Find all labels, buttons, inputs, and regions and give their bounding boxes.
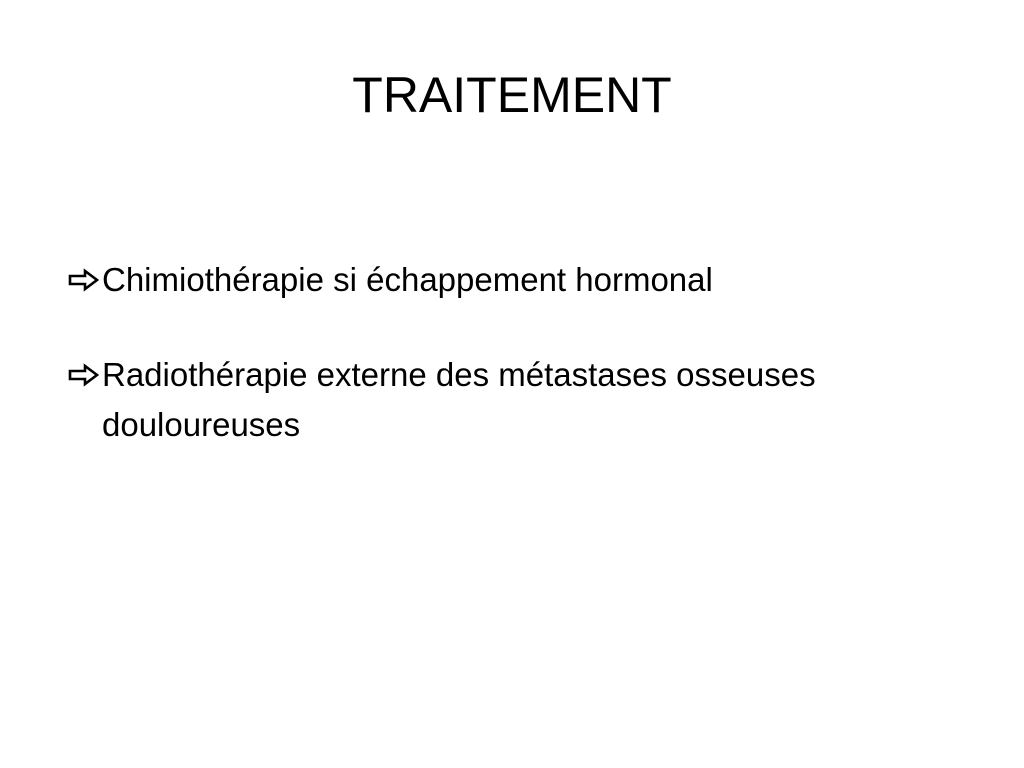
bullet-list bbox=[68, 255, 968, 495]
slide-title: TRAITEMENT bbox=[352, 67, 672, 123]
bullet-text: Chimiothérapie si échappement hormonal bbox=[102, 261, 713, 298]
bullet-text: Radiothérapie externe des métastases osseuses douloureuses bbox=[102, 356, 816, 443]
hollow-right-arrow-icon bbox=[68, 268, 100, 292]
hollow-right-arrow-icon bbox=[68, 363, 100, 387]
list-item bbox=[68, 350, 968, 450]
list-item bbox=[68, 255, 968, 305]
